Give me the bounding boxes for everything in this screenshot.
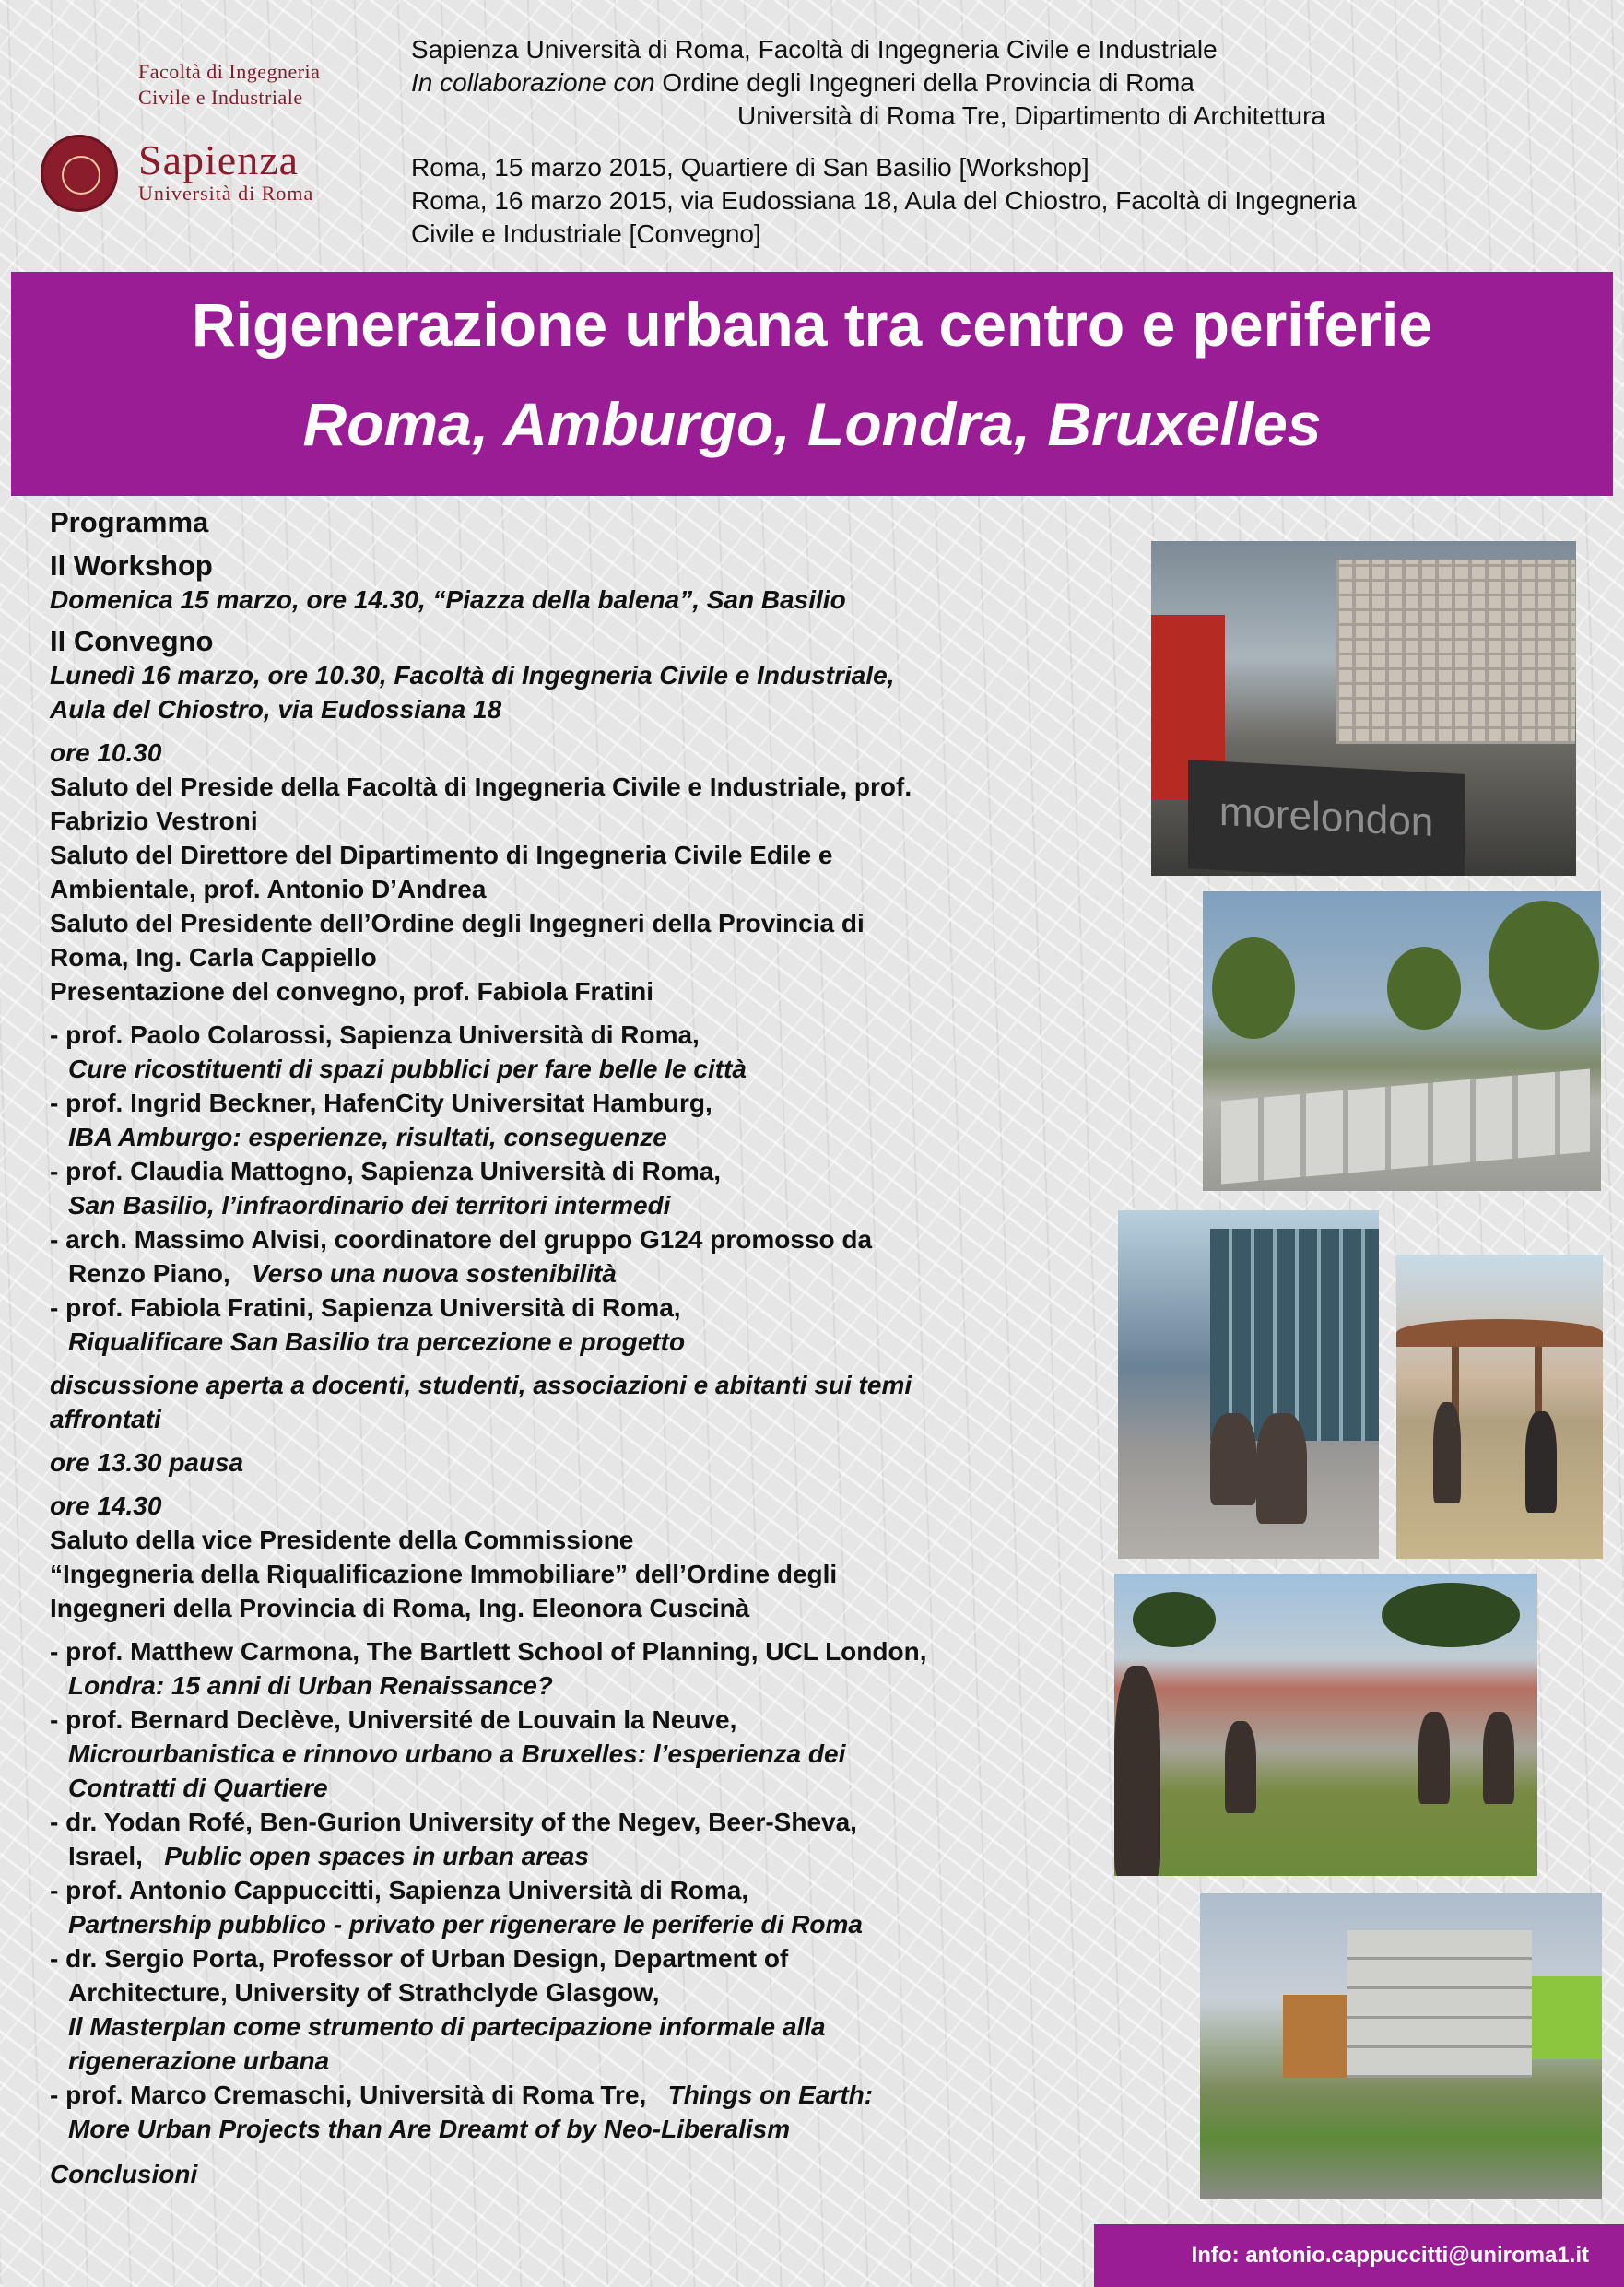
header-line-text: Ordine degli Ingegneri della Provincia di Roma [654, 68, 1194, 97]
talk-title: More Urban Projects than Are Dreamt of by Neo-Liberalism [68, 2115, 791, 2143]
header-line: Roma, 15 marzo 2015, Quartiere di San Basilio [Workshop] [411, 153, 1089, 182]
greeting-line: Ingegneri della Provincia di Roma, Ing. Eleonora Cuscinà [50, 1594, 750, 1622]
header-line: Sapienza Università di Roma, Facoltà di Ingegneria Civile e Industriale [411, 35, 1218, 64]
pause-label: ore 13.30 pausa [50, 1448, 244, 1477]
convegno-heading: Il Convegno [50, 625, 214, 657]
convegno-details: Lunedì 16 marzo, ore 10.30, Facoltà di Ingegneria Civile e Industriale, [50, 661, 895, 690]
greeting-line: Saluto del Presidente dell’Ordine degli Ingegneri della Provincia di [50, 909, 865, 937]
photo-detail [1256, 1413, 1307, 1524]
greeting-line: Saluto del Direttore del Dipartimento di Ingegneria Civile Edile e [50, 841, 833, 869]
talk-title: Riqualificare San Basilio tra percezione e progetto [68, 1327, 686, 1356]
talk-speaker: - dr. Yodan Rofé, Ben-Gurion University of the Negev, Beer-Sheva, [50, 1808, 857, 1836]
photo-detail [1283, 1995, 1347, 2078]
header-line: Civile e Industriale [Convegno] [411, 219, 761, 248]
talk-speaker: Renzo Piano, [68, 1259, 230, 1288]
talk-title: Public open spaces in urban areas [164, 1842, 589, 1870]
photo-detail [1221, 1069, 1590, 1185]
photo-detail [1433, 1402, 1461, 1503]
university-subtitle: Università di Roma [138, 182, 314, 205]
greeting-line: Presentazione del convegno, prof. Fabiola Fratini [50, 977, 653, 1006]
banner-title: Rigenerazione urbana tra centro e periferie [191, 290, 1433, 359]
talk-title: Partnership pubblico - privato per rigenerare le periferie di Roma [68, 1910, 863, 1939]
greeting-line: Ambientale, prof. Antonio D’Andrea [50, 875, 487, 903]
talk-speaker: - prof. Marco Cremaschi, Università di Roma Tre, [50, 2081, 647, 2109]
greeting-line: Saluto del Preside della Facoltà di Ingegneria Civile e Industriale, prof. [50, 772, 912, 801]
conclusion-label: Conclusioni [50, 2160, 198, 2188]
title-banner [11, 272, 1613, 496]
talk-speaker: - prof. Antonio Cappuccitti, Sapienza Università di Roma, [50, 1876, 749, 1904]
talk-title: Verso una nuova sostenibilità [252, 1259, 617, 1288]
talk-speaker: - prof. Fabiola Fratini, Sapienza Università di Roma, [50, 1293, 681, 1322]
photo-detail [1225, 1721, 1256, 1813]
program [50, 505, 1110, 2191]
banner-subtitle: Roma, Amburgo, Londra, Bruxelles [302, 390, 1322, 458]
talk-title: Il Masterplan come strumento di partecipazione informale alla [68, 2012, 826, 2041]
photo-square-players [1396, 1255, 1603, 1559]
time-label: ore 14.30 [50, 1491, 162, 1520]
greeting-line: Saluto della vice Presidente della Commissione [50, 1526, 634, 1554]
header-line [411, 66, 1609, 100]
photo-detail [1418, 1712, 1450, 1804]
talk-title: Cure ricostituenti di spazi pubblici per fare belle le città [68, 1055, 747, 1083]
photo-detail [1210, 1413, 1256, 1505]
faculty-logo-line: Facoltà di Ingegneria [138, 60, 321, 83]
header-line: Università di Roma Tre, Dipartimento di Architettura [737, 101, 1326, 130]
header-line: Roma, 16 marzo 2015, via Eudossiana 18, Aula del Chiostro, Facoltà di Ingegneria [411, 186, 1357, 215]
talk-title: San Basilio, l’infraordinario dei territori intermedi [68, 1191, 671, 1220]
photo-san-basilio-walk [1114, 1574, 1537, 1876]
greeting-line: Fabrizio Vestroni [50, 807, 258, 835]
discussion-text: affrontati [50, 1405, 161, 1433]
photo-detail [1210, 1229, 1379, 1441]
photo-detail [1114, 1666, 1160, 1876]
talk-list [50, 1018, 1110, 1359]
program-heading: Programma [50, 506, 209, 538]
photo-sign: morelondon [1188, 760, 1465, 876]
time-label: ore 10.30 [50, 738, 162, 767]
greeting-line: “Ingegneria della Riqualificazione Immobiliare” dell’Ordine degli [50, 1560, 838, 1588]
university-logo [138, 138, 313, 205]
photo-detail [1396, 1319, 1603, 1347]
talk-title: Microurbanistica e rinnovo urbano a Bruxelles: l’esperienza dei [68, 1739, 846, 1768]
photo-detail [1336, 560, 1575, 744]
photo-glass-building [1118, 1210, 1379, 1559]
workshop-heading: Il Workshop [50, 549, 213, 582]
discussion-text: discussione aperta a docenti, studenti, associazioni e abitanti sui temi [50, 1371, 912, 1399]
photo-detail [1532, 1976, 1602, 2059]
contact-info: Info: antonio.cappuccitti@uniroma1.it [1094, 2224, 1624, 2287]
photo-detail [1133, 1592, 1216, 1647]
talk-speaker: - prof. Matthew Carmona, The Bartlett School of Planning, UCL London, [50, 1637, 927, 1666]
photo-plaza-hamburg [1203, 891, 1601, 1191]
talk-speaker: - prof. Paolo Colarossi, Sapienza Università di Roma, [50, 1020, 700, 1049]
talk-title: Contratti di Quartiere [68, 1774, 328, 1802]
talk-speaker: - prof. Ingrid Beckner, HafenCity Universitat Hamburg, [50, 1089, 712, 1117]
talk-title: Things on Earth: [667, 2081, 874, 2109]
convegno-details: Aula del Chiostro, via Eudossiana 18 [50, 695, 502, 724]
photo-more-london [1151, 541, 1576, 876]
talk-title: IBA Amburgo: esperienze, risultati, conseguenze [68, 1123, 667, 1151]
photo-detail [1347, 1930, 1532, 2078]
talk-speaker: Israel, [68, 1842, 143, 1870]
header-info [411, 33, 1609, 251]
talk-speaker: - prof. Claudia Mattogno, Sapienza Università di Roma, [50, 1157, 722, 1185]
talk-title: rigenerazione urbana [68, 2046, 330, 2075]
photo-detail [1489, 901, 1599, 1030]
photo-detail [1483, 1712, 1514, 1804]
faculty-logo [138, 59, 378, 111]
talk-speaker: - arch. Massimo Alvisi, coordinatore del gruppo G124 promosso da [50, 1225, 873, 1254]
university-name: Sapienza [138, 136, 300, 183]
faculty-logo-line: Civile e Industriale [138, 86, 303, 109]
header-italic: In collaborazione con [411, 68, 655, 97]
university-seal-icon [41, 135, 118, 212]
talk-speaker: - prof. Bernard Declève, Université de Louvain la Neuve, [50, 1705, 737, 1734]
photo-detail [1212, 937, 1295, 1039]
talk-title: Londra: 15 anni di Urban Renaissance? [68, 1671, 553, 1700]
talk-speaker: - dr. Sergio Porta, Professor of Urban Design, Department of [50, 1944, 789, 1973]
talk-speaker: Architecture, University of Strathclyde Glasgow, [68, 1978, 660, 2007]
photo-detail [1525, 1411, 1557, 1513]
talk-list [50, 1634, 1110, 2146]
photo-glasgow-housing [1200, 1893, 1602, 2199]
photo-detail [1387, 947, 1461, 1030]
workshop-details: Domenica 15 marzo, ore 14.30, “Piazza della balena”, San Basilio [50, 585, 846, 614]
greeting-line: Roma, Ing. Carla Cappiello [50, 943, 377, 972]
photo-detail [1382, 1583, 1520, 1647]
